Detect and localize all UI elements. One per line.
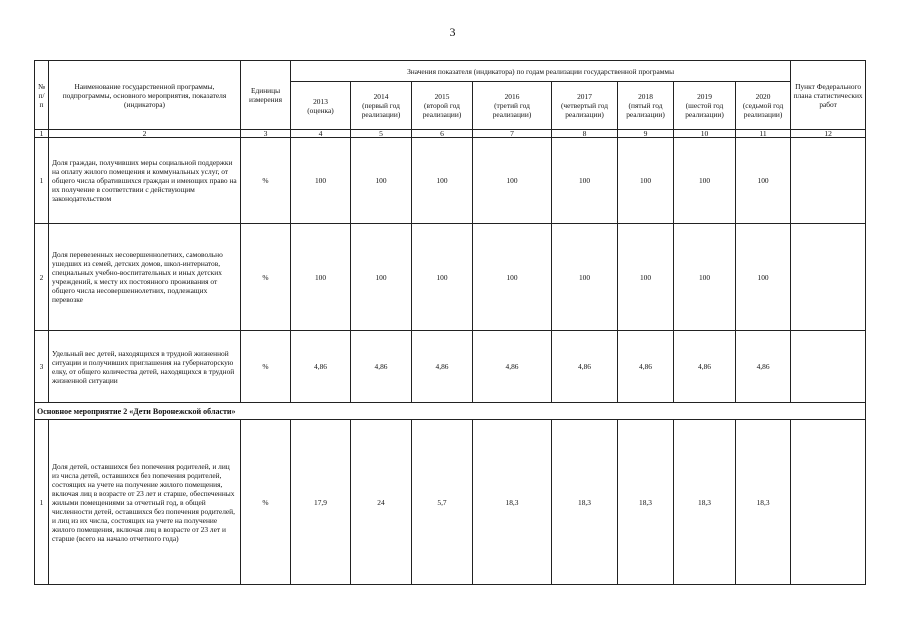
- year-note: (второй год реализации): [422, 101, 462, 119]
- value-2020: 100: [736, 138, 791, 224]
- row-number: 2: [35, 224, 49, 331]
- column-number: 5: [351, 130, 412, 138]
- value-2019: 4,86: [674, 331, 736, 403]
- header-unit: Единицы измерения: [241, 61, 291, 130]
- table-row: [35, 224, 866, 331]
- value-2014: 4,86: [351, 331, 412, 403]
- value-2014: 24: [351, 420, 412, 585]
- header-row-top: [35, 61, 866, 82]
- column-number-row: [35, 130, 866, 138]
- plan-item: [791, 331, 866, 403]
- value-2019: 100: [674, 138, 736, 224]
- table-row: [35, 138, 866, 224]
- value-2015: 5,7: [412, 420, 473, 585]
- value-2018: 100: [618, 224, 674, 331]
- value-2017: 18,3: [552, 420, 618, 585]
- header-values-group: Значения показателя (индикатора) по годам реализации государственной программы: [291, 61, 791, 82]
- column-number: 9: [618, 130, 674, 138]
- header-year-2020: [736, 82, 791, 130]
- value-2017: 100: [552, 224, 618, 331]
- year-label: 2016: [504, 92, 520, 101]
- row-number: 1: [35, 420, 49, 585]
- value-2013: 100: [291, 224, 351, 331]
- unit: %: [241, 224, 291, 331]
- value-2013: 100: [291, 138, 351, 224]
- value-2018: 100: [618, 138, 674, 224]
- header-name: Наименование государственной программы, подпрограммы, основного мероприятия, показателя (индикатора): [49, 61, 241, 130]
- column-number: 12: [791, 130, 866, 138]
- column-number: 11: [736, 130, 791, 138]
- indicator-table: [34, 60, 866, 585]
- value-2018: 4,86: [618, 331, 674, 403]
- year-note: (седьмой год реализации): [742, 101, 784, 119]
- value-2013: 17,9: [291, 420, 351, 585]
- unit: %: [241, 420, 291, 585]
- value-2016: 4,86: [473, 331, 552, 403]
- value-2015: 100: [412, 138, 473, 224]
- year-label: 2018: [638, 92, 653, 101]
- year-label: 2014: [373, 92, 389, 101]
- table-row: [35, 331, 866, 403]
- section-row: [35, 403, 866, 420]
- column-number: 1: [35, 130, 49, 138]
- value-2019: 18,3: [674, 420, 736, 585]
- indicator-name: Доля граждан, получивших меры социальной поддержки на оплату жилого помещения и коммунальных услуг, от общего числа обратившихся граждан и имеющих право на их получение в соответствии с действующим законодательством: [49, 138, 241, 224]
- value-2016: 100: [473, 138, 552, 224]
- column-number: 4: [291, 130, 351, 138]
- plan-item: [791, 420, 866, 585]
- value-2018: 18,3: [618, 420, 674, 585]
- column-number: 2: [49, 130, 241, 138]
- column-number: 8: [552, 130, 618, 138]
- value-2020: 4,86: [736, 331, 791, 403]
- column-number: 3: [241, 130, 291, 138]
- page-number: 3: [449, 25, 456, 39]
- year-label: 2013: [313, 96, 328, 106]
- header-num: № п/п: [35, 61, 49, 130]
- row-number: 3: [35, 331, 49, 403]
- indicator-name: Удельный вес детей, находящихся в трудной жизненной ситуации и получивших приглашения на губернаторскую елку, от общего количества детей, находящихся в трудной жизненной ситуации: [49, 331, 241, 403]
- year-label: 2015: [434, 92, 450, 101]
- year-note: (шестой год реализации): [685, 101, 724, 119]
- unit: %: [241, 331, 291, 403]
- year-note: (первый год реализации): [361, 101, 401, 119]
- header-year-2016: [473, 82, 552, 130]
- header-year-2018: [618, 82, 674, 130]
- value-2019: 100: [674, 224, 736, 331]
- year-note: (пятый год реализации): [626, 101, 665, 119]
- value-2014: 100: [351, 138, 412, 224]
- year-note: (четвертый год реализации): [560, 101, 609, 119]
- header-year-2017: [552, 82, 618, 130]
- row-number: 1: [35, 138, 49, 224]
- value-2015: 100: [412, 224, 473, 331]
- value-2016: 18,3: [473, 420, 552, 585]
- section-title: Основное мероприятие 2 «Дети Воронежской области»: [35, 403, 866, 420]
- value-2020: 100: [736, 224, 791, 331]
- year-note: (оценка): [307, 105, 334, 115]
- value-2016: 100: [473, 224, 552, 331]
- header-plan: Пункт Федерального плана статистических работ: [791, 61, 866, 130]
- value-2014: 100: [351, 224, 412, 331]
- indicator-name: Доля детей, оставшихся без попечения родителей, и лиц из числа детей, оставшихся без попечения родителей, состоящих на учете на получение жилого помещения, включая лиц в возрасте от 23 лет и старше, обеспеченных жилыми помещениями за отчетный год, в общей численности детей, оставшихся без попечения родителей, и лиц из их числа, состоящих на учете на получение жилого помещения, включая лиц в возрасте от 23 лет и старше (всего на начало отчетного года): [49, 420, 241, 585]
- column-number: 6: [412, 130, 473, 138]
- header-year-2014: [351, 82, 412, 130]
- indicator-name: Доля перевезенных несовершеннолетних, самовольно ушедших из семей, детских домов, школ-интернатов, специальных учебно-воспитательных и иных детских учреждений, к месту их постоянного проживания от общего числа несовершеннолетних, подлежащих перевозке: [49, 224, 241, 331]
- year-note: (третий год реализации): [492, 101, 532, 119]
- value-2020: 18,3: [736, 420, 791, 585]
- year-label: 2020: [755, 92, 771, 101]
- header-year-2013: [291, 82, 351, 130]
- unit: %: [241, 138, 291, 224]
- header-year-2019: [674, 82, 736, 130]
- year-label: 2019: [697, 92, 712, 101]
- plan-item: [791, 224, 866, 331]
- column-number: 10: [674, 130, 736, 138]
- value-2017: 4,86: [552, 331, 618, 403]
- plan-item: [791, 138, 866, 224]
- value-2017: 100: [552, 138, 618, 224]
- column-number: 7: [473, 130, 552, 138]
- value-2013: 4,86: [291, 331, 351, 403]
- year-label: 2017: [577, 92, 592, 101]
- value-2015: 4,86: [412, 331, 473, 403]
- table-row: [35, 420, 866, 585]
- header-year-2015: [412, 82, 473, 130]
